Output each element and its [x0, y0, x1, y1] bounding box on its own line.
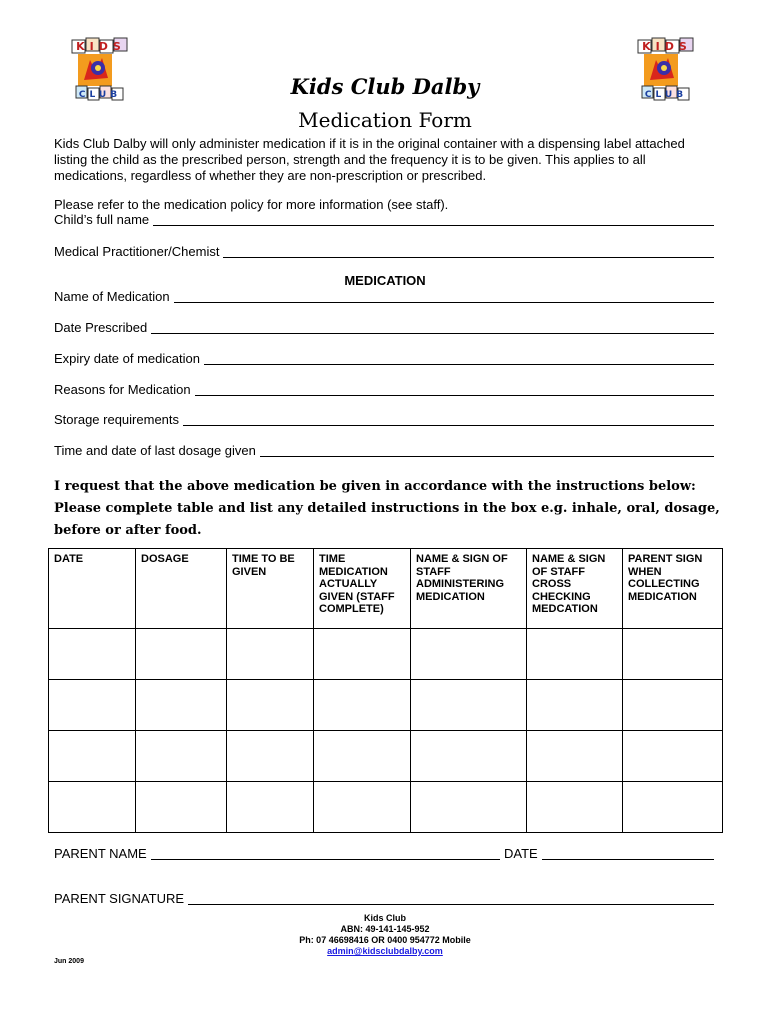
- practitioner-field[interactable]: [54, 244, 714, 260]
- footer-org: Kids Club: [364, 913, 406, 923]
- table-row: [49, 680, 723, 731]
- practitioner-line[interactable]: [223, 246, 714, 258]
- table-cell[interactable]: [49, 680, 136, 731]
- expiry-line[interactable]: [204, 353, 714, 365]
- table-cell[interactable]: [136, 629, 227, 680]
- reasons-label: Reasons for Medication: [54, 382, 191, 397]
- table-cell[interactable]: [623, 680, 723, 731]
- col-header-date: DATE: [49, 549, 136, 629]
- col-header-staff-administering: NAME & SIGN OF STAFF ADMINISTERING MEDICATION: [411, 549, 527, 629]
- table-row: [49, 782, 723, 833]
- intro-paragraph: Kids Club Dalby will only administer medication if it is in the original container with a dispensing label attached listing the child as the prescribed person, strength and the frequency it is to be given. This applies to all medications, regardless of whether they are non-prescription or prescribed.: [54, 136, 685, 183]
- date-prescribed-field[interactable]: [54, 320, 714, 336]
- col-header-dosage: DOSAGE: [136, 549, 227, 629]
- med-name-field[interactable]: [54, 289, 714, 305]
- table-cell[interactable]: [314, 731, 411, 782]
- child-name-line[interactable]: [153, 214, 714, 226]
- table-cell[interactable]: [136, 782, 227, 833]
- table-cell[interactable]: [49, 731, 136, 782]
- table-cell[interactable]: [623, 782, 723, 833]
- storage-label: Storage requirements: [54, 412, 180, 427]
- med-name-label: Name of Medication: [54, 289, 170, 304]
- table-cell[interactable]: [527, 731, 623, 782]
- storage-line[interactable]: [183, 414, 714, 426]
- child-name-label: Child’s full name: [54, 212, 150, 227]
- table-cell[interactable]: [411, 731, 527, 782]
- parent-date-line[interactable]: [542, 848, 714, 860]
- storage-field[interactable]: [54, 412, 714, 428]
- expiry-field[interactable]: [54, 351, 714, 367]
- footer-contact: [0, 913, 770, 957]
- table-cell[interactable]: [136, 731, 227, 782]
- expiry-label: Expiry date of medication: [54, 351, 200, 366]
- section-title-medication: MEDICATION: [344, 273, 426, 288]
- parent-signature-field[interactable]: [54, 891, 714, 907]
- form-title: Kids Club Dalby: [290, 74, 480, 99]
- table-cell[interactable]: [623, 731, 723, 782]
- parent-date-label: DATE: [504, 846, 538, 861]
- policy-note: Please refer to the medication policy for more information (see staff).: [54, 197, 449, 212]
- table-cell[interactable]: [411, 629, 527, 680]
- parent-date-field[interactable]: [504, 846, 714, 862]
- table-cell[interactable]: [314, 782, 411, 833]
- child-name-field[interactable]: [54, 212, 714, 228]
- col-header-staff-cross-checking: NAME & SIGN OF STAFF CROSS CHECKING MEDCATION: [527, 549, 623, 629]
- svg-text:CLUB: CLUB: [78, 90, 122, 100]
- table-cell[interactable]: [227, 731, 314, 782]
- parent-name-label: PARENT NAME: [54, 846, 147, 861]
- table-cell[interactable]: [623, 629, 723, 680]
- table-cell[interactable]: [136, 680, 227, 731]
- footer-email-link[interactable]: admin@kidsclubdalby.com: [327, 946, 443, 956]
- table-cell[interactable]: [49, 629, 136, 680]
- last-dosage-field[interactable]: [54, 443, 714, 459]
- table-cell[interactable]: [314, 680, 411, 731]
- footer-abn: ABN: 49-141-145-952: [340, 924, 430, 934]
- parent-signature-label: PARENT SIGNATURE: [54, 891, 185, 906]
- reasons-line[interactable]: [195, 384, 714, 396]
- practitioner-label: Medical Practitioner/Chemist: [54, 244, 220, 259]
- parent-signature-line[interactable]: [188, 893, 714, 905]
- table-cell[interactable]: [527, 680, 623, 731]
- svg-text:KIDS: KIDS: [642, 40, 692, 53]
- parent-name-line[interactable]: [151, 848, 500, 860]
- last-dosage-label: Time and date of last dosage given: [54, 443, 256, 458]
- col-header-time-actually-given: TIME MEDICATION ACTUALLY GIVEN (STAFF COMPLETE): [314, 549, 411, 629]
- table-row: [49, 731, 723, 782]
- table-cell[interactable]: [49, 782, 136, 833]
- table-cell[interactable]: [411, 782, 527, 833]
- table-row: [49, 629, 723, 680]
- last-dosage-line[interactable]: [260, 445, 714, 457]
- svg-text:CLUB: CLUB: [644, 90, 688, 100]
- table-cell[interactable]: [227, 629, 314, 680]
- revision-date: Jun 2009: [54, 958, 84, 965]
- form-subtitle: Medication Form: [298, 108, 472, 132]
- table-cell[interactable]: [411, 680, 527, 731]
- table-cell[interactable]: [314, 629, 411, 680]
- medication-table: [48, 548, 723, 833]
- footer-phone: Ph: 07 46698416 OR 0400 954772 Mobile: [299, 935, 471, 945]
- date-prescribed-label: Date Prescribed: [54, 320, 148, 335]
- reasons-field[interactable]: [54, 382, 714, 398]
- table-cell[interactable]: [227, 782, 314, 833]
- table-cell[interactable]: [527, 782, 623, 833]
- col-header-parent-sign: PARENT SIGN WHEN COLLECTING MEDICATION: [623, 549, 723, 629]
- col-header-time-to-be-given: TIME TO BE GIVEN: [227, 549, 314, 629]
- parent-name-field[interactable]: [54, 846, 500, 862]
- svg-text:KIDS: KIDS: [76, 40, 126, 53]
- table-cell[interactable]: [527, 629, 623, 680]
- date-prescribed-line[interactable]: [151, 322, 714, 334]
- med-name-line[interactable]: [174, 291, 714, 303]
- request-instructions: I request that the above medication be given in accordance with the instructions below: Please complete table and list any detailed instructions in the box e.g. inhale, oral, dosage, before or after food.: [54, 479, 720, 538]
- table-cell[interactable]: [227, 680, 314, 731]
